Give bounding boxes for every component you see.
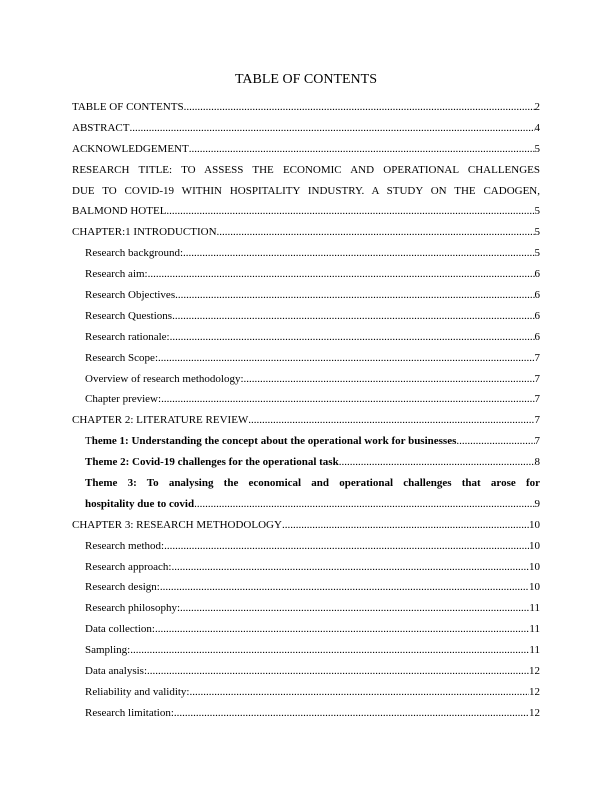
toc-page-number: 10 — [529, 560, 540, 573]
toc-entry-text: BALMOND HOTEL — [72, 205, 167, 218]
dot-leader — [158, 348, 535, 369]
dot-leader — [189, 682, 529, 703]
dot-leader — [172, 306, 534, 327]
toc-entry-multiline[interactable] — [72, 160, 540, 223]
toc-page-number: 11 — [529, 623, 540, 636]
toc-entry[interactable] — [72, 410, 540, 431]
toc-entry-last-line — [72, 201, 540, 222]
toc-page-number: 5 — [534, 247, 540, 260]
dot-leader — [155, 619, 529, 640]
dot-leader — [171, 557, 529, 578]
toc-subentry[interactable] — [72, 557, 540, 578]
toc-entry-text: Research Scope: — [85, 351, 158, 364]
toc-page-number: 5 — [534, 142, 540, 155]
toc-page-number: 10 — [529, 539, 540, 552]
dot-leader — [217, 222, 535, 243]
dot-leader — [282, 515, 529, 536]
toc-entry-text: Data collection: — [85, 623, 155, 636]
toc-entry-text: TABLE OF CONTENTS — [72, 101, 184, 113]
toc-entry-text: Overview of research methodology: — [85, 372, 244, 385]
toc-entry-text: Chapter preview: — [85, 393, 162, 406]
toc-entry-text: Reliability and validity: — [85, 685, 190, 698]
toc-subentry[interactable] — [72, 640, 540, 661]
toc-entry-line: DUE TO COVID-19 WITHIN HOSPITALITY INDUSTRY. A STUDY ON THE CADOGEN, — [72, 184, 540, 197]
toc-entry-text: Data analysis: — [85, 665, 148, 678]
toc-page-number: 6 — [534, 268, 540, 281]
toc-page-number: 7 — [534, 435, 540, 448]
dot-leader — [147, 661, 529, 682]
toc-entry[interactable] — [72, 97, 540, 118]
dot-leader — [194, 494, 534, 515]
toc-page-number: 6 — [534, 330, 540, 343]
toc-page-number: 12 — [529, 665, 540, 678]
dot-leader — [161, 389, 534, 410]
toc-entry-text: Research philosophy: — [85, 602, 181, 615]
toc-subentry[interactable] — [72, 661, 540, 682]
toc-entry[interactable] — [72, 139, 540, 160]
toc-entry-text: Research Questions — [85, 309, 173, 322]
toc-heading: TABLE OF CONTENTS — [235, 72, 377, 87]
toc-subentry[interactable] — [72, 369, 540, 390]
toc-entry-text — [85, 431, 456, 452]
dot-leader — [130, 640, 529, 661]
toc-page-number: 11 — [529, 644, 540, 657]
toc-entry-text: ACKNOWLEDGEMENT — [72, 142, 189, 155]
toc-entry-text: Research method: — [85, 539, 165, 552]
toc-entry-text: hospitality due to covid — [85, 497, 195, 510]
toc-subentry[interactable] — [72, 619, 540, 640]
toc-entry-text: Theme 2: Covid-19 challenges for the operational task — [85, 456, 339, 469]
toc-page-number: 12 — [529, 685, 540, 698]
dot-leader — [174, 703, 529, 724]
toc-subentry[interactable] — [72, 452, 540, 473]
toc-entry-prefix: T — [85, 435, 92, 448]
dot-leader — [166, 201, 534, 222]
toc-subentry[interactable] — [72, 306, 540, 327]
toc-entry-text: CHAPTER 3: RESEARCH METHODOLOGY — [72, 518, 282, 531]
toc-entry[interactable] — [72, 118, 540, 139]
toc-subentry-multiline[interactable] — [72, 473, 540, 515]
toc-subentry[interactable] — [72, 243, 540, 264]
toc-entry-text: ABSTRACT — [72, 121, 130, 134]
toc-subentry[interactable] — [72, 389, 540, 410]
toc-page-number: 9 — [534, 497, 540, 510]
toc-entry-text: Research rationale: — [85, 330, 170, 343]
dot-leader — [339, 452, 535, 473]
toc-subentry[interactable] — [72, 536, 540, 557]
toc-subentry[interactable] — [72, 285, 540, 306]
toc-subentry[interactable] — [72, 431, 540, 452]
dot-leader — [183, 243, 534, 264]
dot-leader — [175, 285, 534, 306]
toc-entry-text: Research aim: — [85, 268, 148, 281]
dot-leader — [160, 577, 529, 598]
dot-leader — [189, 139, 535, 160]
toc-page-number: 5 — [534, 205, 540, 218]
toc-entry-text: Sampling: — [85, 644, 131, 657]
toc-entry-text: Research background: — [85, 247, 184, 260]
toc-page-number: 5 — [534, 226, 540, 239]
toc-entry-line: RESEARCH TITLE: TO ASSESS THE ECONOMIC AND OPERATIONAL CHALLENGES — [72, 163, 540, 176]
toc-page-number: 12 — [529, 706, 540, 719]
dot-leader — [248, 410, 534, 431]
toc-page-number: 6 — [534, 289, 540, 302]
toc-page-number: 7 — [534, 414, 540, 427]
toc-entry-text: Research limitation: — [85, 706, 174, 719]
toc-subentry[interactable] — [72, 577, 540, 598]
toc-subentry[interactable] — [72, 348, 540, 369]
dot-leader — [170, 327, 535, 348]
toc-subentry[interactable] — [72, 327, 540, 348]
toc-page-number: 6 — [534, 309, 540, 322]
dot-leader — [148, 264, 535, 285]
toc-page-number: 11 — [529, 602, 540, 615]
toc-page-number: 7 — [534, 351, 540, 364]
toc-entry-text: CHAPTER 2: LITERATURE REVIEW — [72, 414, 249, 427]
toc-entry-text: Research design: — [85, 581, 160, 594]
toc-entry-bold-text: heme 1: Understanding the concept about the operational work for businesses — [91, 435, 457, 448]
toc-entry[interactable] — [72, 515, 540, 536]
toc-entry[interactable] — [72, 222, 540, 243]
toc-page-number: 10 — [529, 581, 540, 594]
dot-leader — [164, 536, 529, 557]
toc-page-number: 7 — [534, 393, 540, 406]
toc-entry-line: Theme 3: To analysing the economical and operational challenges that arose for — [85, 477, 540, 490]
toc-subentry[interactable] — [72, 703, 540, 724]
dot-leader — [456, 431, 534, 452]
toc-subentry[interactable] — [72, 682, 540, 703]
toc-page-number: 10 — [529, 518, 540, 531]
toc-entry-text: CHAPTER:1 INTRODUCTION — [72, 226, 217, 239]
toc-entry-text: Research approach: — [85, 560, 172, 573]
toc-subentry[interactable] — [72, 598, 540, 619]
dot-leader — [244, 369, 535, 390]
toc-page-number: 4 — [534, 121, 540, 134]
toc-subentry[interactable] — [72, 264, 540, 285]
toc-page-number: 7 — [534, 372, 540, 385]
dot-leader — [180, 598, 529, 619]
toc-entry-text: Research Objectives — [85, 289, 176, 302]
dot-leader — [129, 118, 534, 139]
toc-list — [72, 97, 540, 724]
toc-page-number: 8 — [534, 456, 540, 469]
dot-leader — [184, 97, 535, 118]
toc-entry-last-line — [72, 494, 540, 515]
toc-page-number: 2 — [534, 101, 540, 113]
